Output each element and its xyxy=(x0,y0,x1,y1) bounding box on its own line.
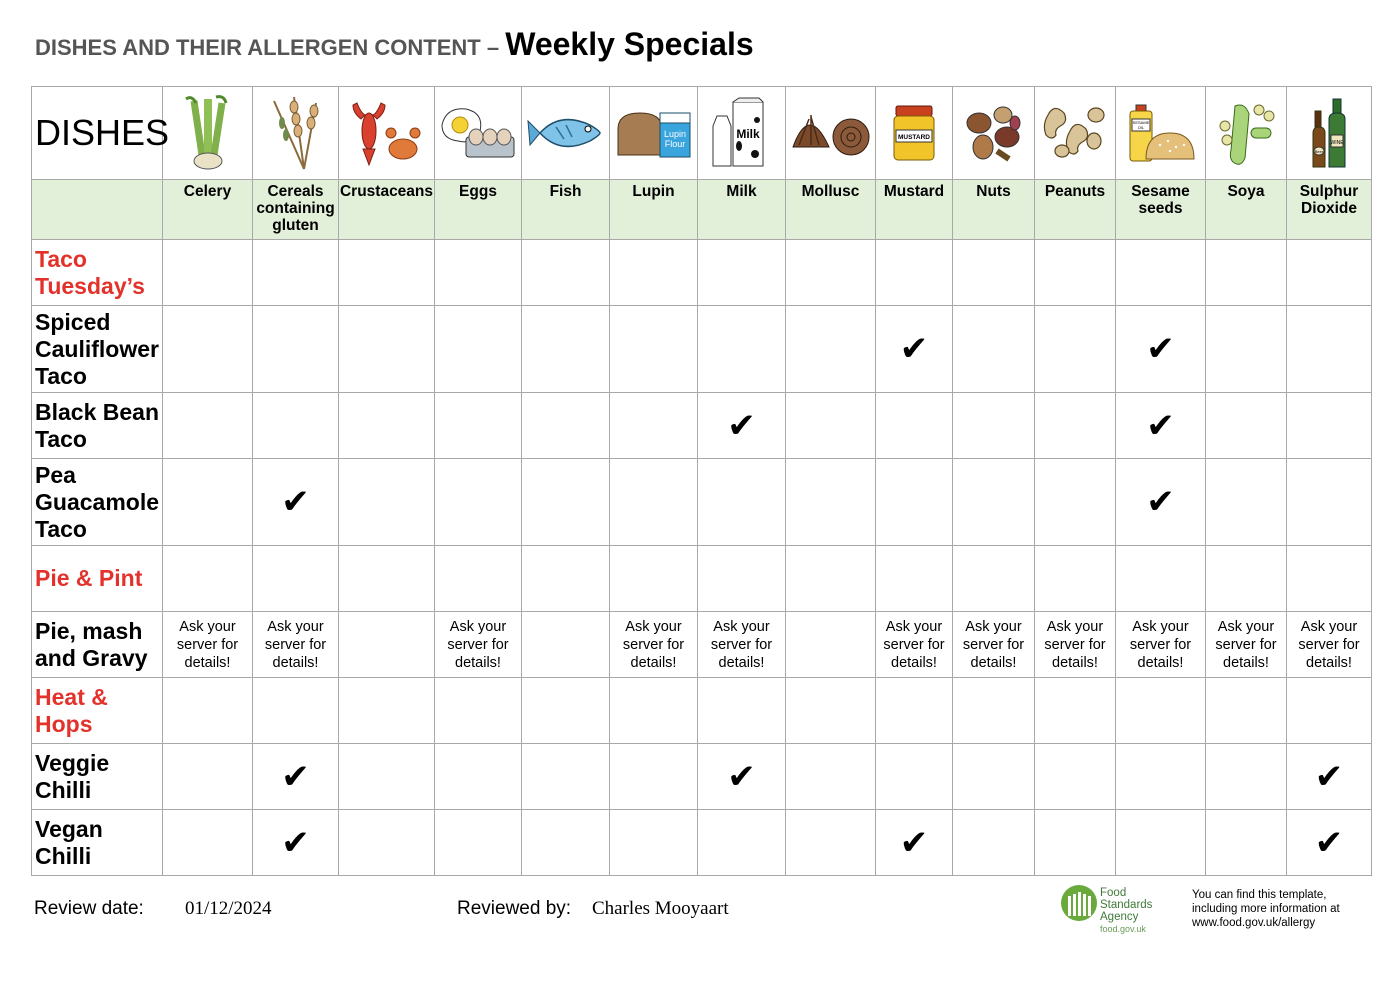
check-icon: ✔ xyxy=(1146,482,1175,522)
allergen-cell-eggs xyxy=(435,810,522,876)
nuts-icon xyxy=(961,101,1027,165)
check-icon: ✔ xyxy=(727,756,756,797)
dish-name: Black Bean Taco xyxy=(32,393,163,459)
allergen-cell-fish xyxy=(522,678,610,744)
allergen-label-cereals: Cereals containing gluten xyxy=(253,180,339,240)
celery-cell xyxy=(163,87,253,180)
allergen-cell-fish xyxy=(522,306,610,393)
crustacean-icon xyxy=(347,97,427,169)
allergen-cell-sulphur xyxy=(1287,546,1372,612)
allergen-cell-mollusc xyxy=(786,306,876,393)
review-date-value: 01/12/2024 xyxy=(185,898,272,919)
allergen-cell-soya xyxy=(1206,240,1287,306)
allergen-cell-celery xyxy=(163,240,253,306)
allergen-cell-cereals xyxy=(253,459,339,546)
allergen-cell-fish xyxy=(522,459,610,546)
allergen-cell-cereals xyxy=(253,546,339,612)
svg-text:WINE: WINE xyxy=(1330,140,1344,146)
allergen-label-celery: Celery xyxy=(163,180,253,240)
allergen-cell-crustaceans xyxy=(339,678,435,744)
check-icon: ✔ xyxy=(281,822,310,863)
info-line-1: You can find this template, xyxy=(1192,889,1327,901)
section-name: Pie & Pint xyxy=(32,546,163,612)
allergen-cell-lupin xyxy=(610,678,698,744)
template-info xyxy=(1192,888,1340,930)
allergen-label-fish: Fish xyxy=(522,180,610,240)
allergen-cell-sulphur xyxy=(1287,393,1372,459)
allergen-cell-lupin xyxy=(610,459,698,546)
allergen-label-milk: Milk xyxy=(698,180,786,240)
allergen-cell-sulphur xyxy=(1287,240,1372,306)
allergen-cell-eggs xyxy=(435,612,522,678)
svg-text:SESAME: SESAME xyxy=(1132,120,1149,125)
allergen-cell-eggs xyxy=(435,393,522,459)
allergen-cell-nuts xyxy=(953,810,1035,876)
dish-row xyxy=(32,306,1372,393)
dish-row xyxy=(32,393,1372,459)
allergen-cell-sesame xyxy=(1116,612,1206,678)
fsa-logo-icon xyxy=(1060,884,1098,922)
fsa-logo-text xyxy=(1100,887,1152,935)
allergen-cell-soya xyxy=(1206,744,1287,810)
allergen-cell-sesame xyxy=(1116,240,1206,306)
check-icon: ✔ xyxy=(281,482,310,522)
allergen-cell-lupin xyxy=(610,612,698,678)
section-row xyxy=(32,546,1372,612)
allergen-cell-sesame xyxy=(1116,546,1206,612)
allergen-cell-nuts xyxy=(953,459,1035,546)
allergen-cell-sesame xyxy=(1116,678,1206,744)
allergen-cell-peanuts xyxy=(1035,240,1116,306)
allergen-cell-lupin xyxy=(610,744,698,810)
fsa-line-1: Food xyxy=(1100,887,1127,899)
allergen-cell-cereals xyxy=(253,306,339,393)
check-icon: ✔ xyxy=(1146,329,1175,369)
allergen-cell-cereals xyxy=(253,678,339,744)
lupin-cell xyxy=(610,87,698,180)
dish-name: Veggie Chilli xyxy=(32,744,163,810)
allergen-cell-eggs xyxy=(435,546,522,612)
allergen-cell-fish xyxy=(522,810,610,876)
svg-text:OIL: OIL xyxy=(1137,125,1144,130)
allergen-cell-fish xyxy=(522,240,610,306)
ask-server-note: Ask your server for details! xyxy=(710,618,773,671)
allergen-cell-milk xyxy=(698,612,786,678)
sulphur-cell xyxy=(1287,87,1372,180)
allergen-cell-soya xyxy=(1206,393,1287,459)
allergen-cell-peanuts xyxy=(1035,393,1116,459)
allergen-cell-mollusc xyxy=(786,459,876,546)
allergen-cell-eggs xyxy=(435,744,522,810)
ask-server-note: Ask your server for details! xyxy=(622,618,685,671)
dish-row xyxy=(32,744,1372,810)
allergen-label-soya: Soya xyxy=(1206,180,1287,240)
section-row xyxy=(32,678,1372,744)
allergen-cell-soya xyxy=(1206,678,1287,744)
allergen-cell-sesame xyxy=(1116,306,1206,393)
info-line-2: including more information at xyxy=(1192,903,1340,915)
allergen-cell-sulphur xyxy=(1287,810,1372,876)
allergen-table xyxy=(31,86,1372,876)
icon-row xyxy=(32,87,1372,180)
allergen-cell-nuts xyxy=(953,393,1035,459)
check-icon: ✔ xyxy=(727,405,756,446)
ask-server-note: Ask your server for details! xyxy=(1129,618,1192,671)
reviewed-by-value: Charles Mooyaart xyxy=(592,898,729,919)
peanuts-icon xyxy=(1040,101,1110,165)
allergen-cell-milk xyxy=(698,393,786,459)
allergen-cell-celery xyxy=(163,810,253,876)
allergen-label-mollusc: Mollusc xyxy=(786,180,876,240)
allergen-cell-eggs xyxy=(435,306,522,393)
allergen-cell-mustard xyxy=(876,240,953,306)
allergen-cell-milk xyxy=(698,546,786,612)
reviewed-by-label: Reviewed by: xyxy=(457,898,572,919)
ask-server-note: Ask your server for details! xyxy=(1215,618,1277,671)
wine-icon xyxy=(1307,97,1351,169)
allergen-cell-cereals xyxy=(253,393,339,459)
cereals-cell xyxy=(253,87,339,180)
dish-row xyxy=(32,810,1372,876)
section-name: Taco Tuesday’s xyxy=(32,240,163,306)
allergen-cell-celery xyxy=(163,459,253,546)
mollusc-cell xyxy=(786,87,876,180)
allergen-cell-peanuts xyxy=(1035,744,1116,810)
allergen-cell-celery xyxy=(163,306,253,393)
svg-text:MUSTARD: MUSTARD xyxy=(897,134,931,141)
dish-name: Pea Guacamole Taco xyxy=(32,459,163,546)
allergen-cell-eggs xyxy=(435,240,522,306)
allergen-cell-lupin xyxy=(610,546,698,612)
ask-server-note: Ask your server for details! xyxy=(264,618,327,671)
allergen-cell-peanuts xyxy=(1035,612,1116,678)
svg-text:Beer: Beer xyxy=(1314,149,1324,154)
allergen-cell-mustard xyxy=(876,810,953,876)
allergen-cell-cereals xyxy=(253,612,339,678)
ask-server-note: Ask your server for details! xyxy=(1044,618,1106,671)
check-icon: ✔ xyxy=(281,756,310,797)
ask-server-note: Ask your server for details! xyxy=(883,618,945,671)
ask-server-note: Ask your server for details! xyxy=(176,618,239,671)
allergen-cell-mollusc xyxy=(786,546,876,612)
allergen-cell-mollusc xyxy=(786,612,876,678)
allergen-cell-lupin xyxy=(610,393,698,459)
check-icon: ✔ xyxy=(899,329,929,369)
soya-cell xyxy=(1206,87,1287,180)
milk-cell xyxy=(698,87,786,180)
allergen-cell-peanuts xyxy=(1035,810,1116,876)
allergen-cell-nuts xyxy=(953,744,1035,810)
allergen-label-sulphur: Sulphur Dioxide xyxy=(1287,180,1372,240)
allergen-cell-milk xyxy=(698,678,786,744)
allergen-cell-cereals xyxy=(253,744,339,810)
title-prefix: DISHES AND THEIR ALLERGEN CONTENT – xyxy=(35,35,506,60)
allergen-cell-sulphur xyxy=(1287,678,1372,744)
title-main: Weekly Specials xyxy=(505,26,754,62)
allergen-cell-sulphur xyxy=(1287,306,1372,393)
allergen-label-sesame: Sesame seeds xyxy=(1116,180,1206,240)
section-name: Heat & Hops xyxy=(32,678,163,744)
soya-icon xyxy=(1215,100,1277,166)
dish-name: Pie, mash and Gravy xyxy=(32,612,163,678)
allergen-cell-lupin xyxy=(610,240,698,306)
allergen-cell-fish xyxy=(522,546,610,612)
blank-header-cell xyxy=(32,180,163,240)
allergen-cell-celery xyxy=(163,612,253,678)
allergen-cell-celery xyxy=(163,393,253,459)
allergen-cell-mustard xyxy=(876,678,953,744)
section-row xyxy=(32,240,1372,306)
ask-server-note: Ask your server for details! xyxy=(447,618,509,671)
allergen-label-lupin: Lupin xyxy=(610,180,698,240)
dish-row xyxy=(32,459,1372,546)
allergen-cell-sulphur xyxy=(1287,459,1372,546)
allergen-cell-peanuts xyxy=(1035,306,1116,393)
allergen-cell-crustaceans xyxy=(339,744,435,810)
nuts-cell xyxy=(953,87,1035,180)
allergen-cell-mustard xyxy=(876,546,953,612)
allergen-cell-soya xyxy=(1206,459,1287,546)
allergen-cell-crustaceans xyxy=(339,459,435,546)
dish-name: Spiced Cauliflower Taco xyxy=(32,306,163,393)
svg-text:Flour: Flour xyxy=(664,139,685,149)
allergen-cell-crustaceans xyxy=(339,546,435,612)
allergen-cell-cereals xyxy=(253,240,339,306)
mustard-cell xyxy=(876,87,953,180)
allergen-cell-nuts xyxy=(953,678,1035,744)
dish-row xyxy=(32,612,1372,678)
allergen-cell-celery xyxy=(163,546,253,612)
allergen-cell-sulphur xyxy=(1287,612,1372,678)
allergen-names-row xyxy=(32,180,1372,240)
allergen-cell-mollusc xyxy=(786,240,876,306)
allergen-cell-mustard xyxy=(876,612,953,678)
allergen-cell-milk xyxy=(698,744,786,810)
allergen-cell-mollusc xyxy=(786,744,876,810)
allergen-cell-mustard xyxy=(876,744,953,810)
wheat-icon xyxy=(264,93,328,173)
allergen-cell-soya xyxy=(1206,612,1287,678)
allergen-cell-mollusc xyxy=(786,678,876,744)
allergen-cell-nuts xyxy=(953,306,1035,393)
check-icon: ✔ xyxy=(899,822,929,863)
egg-icon xyxy=(438,101,518,165)
allergen-cell-lupin xyxy=(610,810,698,876)
fsa-line-3: Agency xyxy=(1100,911,1139,923)
fish-cell xyxy=(522,87,610,180)
lupin-icon xyxy=(614,107,694,159)
allergen-cell-milk xyxy=(698,459,786,546)
allergen-cell-mustard xyxy=(876,306,953,393)
allergen-cell-lupin xyxy=(610,306,698,393)
allergen-cell-eggs xyxy=(435,459,522,546)
allergen-cell-fish xyxy=(522,612,610,678)
allergen-cell-milk xyxy=(698,240,786,306)
allergen-cell-nuts xyxy=(953,546,1035,612)
allergen-cell-sulphur xyxy=(1287,744,1372,810)
allergen-cell-sesame xyxy=(1116,459,1206,546)
allergen-label-crustaceans: Crustaceans xyxy=(339,180,435,240)
allergen-cell-peanuts xyxy=(1035,546,1116,612)
allergen-cell-nuts xyxy=(953,240,1035,306)
sesame-icon xyxy=(1126,101,1196,165)
check-icon: ✔ xyxy=(1314,756,1344,797)
fish-icon xyxy=(526,107,606,159)
dish-name: Vegan Chilli xyxy=(32,810,163,876)
allergen-cell-fish xyxy=(522,744,610,810)
check-icon: ✔ xyxy=(1146,405,1175,446)
allergen-cell-soya xyxy=(1206,306,1287,393)
allergen-cell-peanuts xyxy=(1035,678,1116,744)
check-icon: ✔ xyxy=(1314,822,1344,863)
allergen-cell-celery xyxy=(163,678,253,744)
ask-server-note: Ask your server for details! xyxy=(1298,618,1360,671)
allergen-cell-crustaceans xyxy=(339,393,435,459)
allergen-label-peanuts: Peanuts xyxy=(1035,180,1116,240)
crustaceans-cell xyxy=(339,87,435,180)
svg-text:Milk: Milk xyxy=(735,127,760,141)
allergen-cell-sesame xyxy=(1116,744,1206,810)
allergen-label-mustard: Mustard xyxy=(876,180,953,240)
allergen-cell-cereals xyxy=(253,810,339,876)
milk-icon xyxy=(707,96,777,170)
allergen-cell-fish xyxy=(522,393,610,459)
allergen-cell-sesame xyxy=(1116,810,1206,876)
ask-server-note: Ask your server for details! xyxy=(962,618,1025,671)
allergen-cell-sesame xyxy=(1116,393,1206,459)
allergen-cell-peanuts xyxy=(1035,459,1116,546)
page-title xyxy=(35,26,754,63)
allergen-cell-mollusc xyxy=(786,810,876,876)
svg-text:Lupin: Lupin xyxy=(663,129,686,139)
eggs-cell xyxy=(435,87,522,180)
allergen-cell-crustaceans xyxy=(339,810,435,876)
allergen-cell-mustard xyxy=(876,459,953,546)
allergen-cell-mustard xyxy=(876,393,953,459)
allergen-cell-crustaceans xyxy=(339,306,435,393)
peanuts-cell xyxy=(1035,87,1116,180)
celery-icon xyxy=(176,93,240,173)
fsa-line-2: Standards xyxy=(1100,899,1153,911)
mollusc-icon xyxy=(789,107,873,159)
allergen-cell-eggs xyxy=(435,678,522,744)
allergen-cell-celery xyxy=(163,744,253,810)
dishes-header: DISHES xyxy=(32,87,163,180)
sesame-cell xyxy=(1116,87,1206,180)
allergen-label-eggs: Eggs xyxy=(435,180,522,240)
allergen-cell-milk xyxy=(698,306,786,393)
mustard-icon xyxy=(890,104,938,162)
allergen-cell-crustaceans xyxy=(339,240,435,306)
allergen-cell-soya xyxy=(1206,546,1287,612)
allergen-cell-crustaceans xyxy=(339,612,435,678)
review-date-label: Review date: xyxy=(34,898,144,919)
allergen-label-nuts: Nuts xyxy=(953,180,1035,240)
fsa-url: food.gov.uk xyxy=(1100,924,1146,934)
allergen-cell-mollusc xyxy=(786,393,876,459)
allergen-cell-milk xyxy=(698,810,786,876)
allergen-cell-nuts xyxy=(953,612,1035,678)
allergen-cell-soya xyxy=(1206,810,1287,876)
info-line-3: www.food.gov.uk/allergy xyxy=(1192,917,1316,929)
